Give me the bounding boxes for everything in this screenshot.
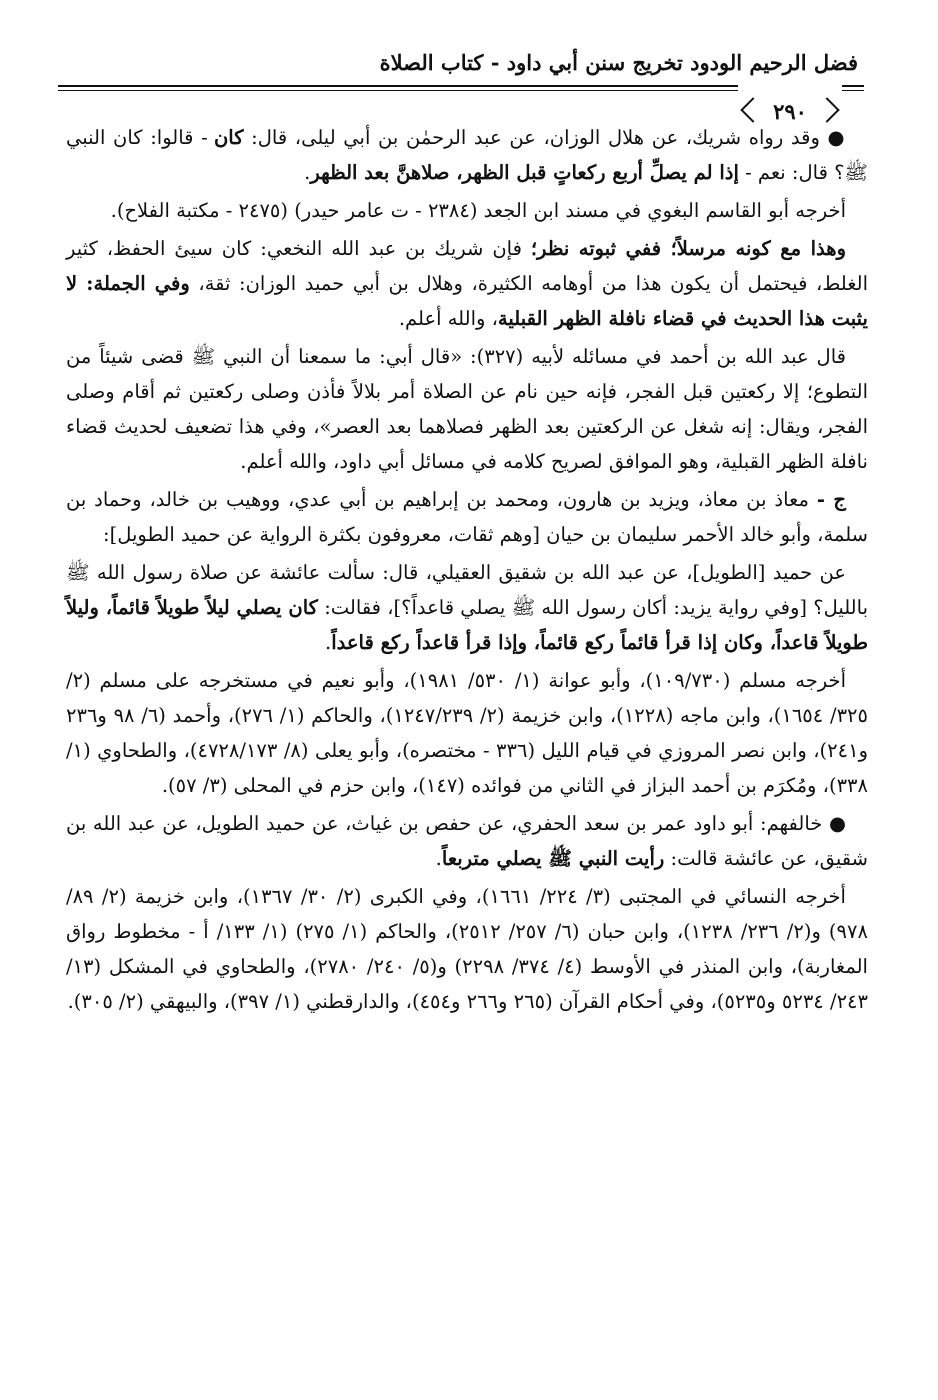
paragraph (66, 806, 868, 876)
bold-text-segment: إذا لم يصلِّ أربع ركعاتٍ قبل الظهر، صلاهنَّ بعد الظهر (310, 161, 739, 184)
text-segment: - قالوا: كان النبي ﷺ؟ قال: نعم - (66, 126, 868, 184)
bold-text-segment: كان يصلي ليلاً طويلاً قائماً، وليلاً طويلاً قاعداً، وكان إذا قرأ قائماً ركع قائماً، وإذا قرأ قاعداً ركع قاعداً (66, 596, 868, 654)
paragraph (66, 555, 868, 660)
page-header (58, 40, 864, 124)
text-segment: عن حميد [الطويل]، عن عبد الله بن شقيق العقيلي، قال: سألت عائشة عن صلاة رسول الله ﷺ بالليل؟ [وفي رواية يزيد: أكان رسول الله ﷺ يصلي قاعداً؟]، فقالت: (66, 561, 868, 619)
bold-text-segment: رأيت النبي ﷺ يصلي متربعاً (441, 847, 665, 870)
paragraph (66, 482, 868, 552)
paragraph (66, 120, 868, 190)
bold-text-segment: وهذا مع كونه مرسلاً؛ ففي ثبوته نظر؛ (530, 237, 846, 260)
paragraph (66, 879, 868, 1019)
text-segment: ● خالفهم: أبو داود عمر بن سعد الحفري، عن حفص بن غياث، عن حميد الطويل، عن عبد الله بن شقيق، عن عائشة قالت: (66, 812, 868, 870)
paragraph (66, 339, 868, 479)
text-segment: ، والله أعلم. (398, 307, 498, 330)
bold-text-segment: ج - (816, 488, 846, 511)
text-segment: أخرجه النسائي في المجتبى (٣/ ٢٢٤/ ١٦٦١)، وفي الكبرى (٢/ ٣٠/ ١٣٦٧)، وابن خزيمة (٢/ ٨٩/ ٩٧٨) و(٢/ ٢٣٦/ ١٢٣٨)، وابن حبان (٦/ ٢٥٧/ ٢٥١٢)، والحاكم (١/ ٢٧٥) (١/ ١٣٣/ أ - مخطوط رواق المغاربة)، وابن المنذر في الأوسط (٤/ ٣٧٤/ ٢٢٩٨) و(٥/ ٢٤٠/ ٢٧٨٠)، والطحاوي في المشكل (١٣/ ٢٤٣/ ٥٢٣٤ و٥٢٣٥)، وفي أحكام القرآن (٢٦٥ و٢٦٦ و٤٥٤)، والدارقطني (١/ ٣٩٧)، والبيهقي (٢/ ٣٠٥). (66, 885, 868, 1013)
text-segment: ● وقد رواه شريك، عن هلال الوزان، عن عبد الرحمٰن بن أبي ليلى، قال: (243, 126, 846, 149)
text-segment: معاذ بن معاذ، ويزيد بن هارون، ومحمد بن إبراهيم بن أبي عدي، ووهيب بن خالد، وحماد بن سلمة، وأبو خالد الأحمر سليمان بن حيان [وهم ثقات، معروفون بكثرة الرواية عن حميد الطويل]: (66, 488, 868, 546)
paragraph (66, 663, 868, 803)
paragraph (66, 231, 868, 336)
paragraph (66, 193, 868, 228)
text-segment: فإن شريك بن عبد الله النخعي: كان سيئ الحفظ، كثير الغلط، فيحتمل أن يكون هذا من أوهامه الكثيرة، وهلال بن أبي حميد الوزان: ثقة، (66, 237, 868, 295)
bold-text-segment: وفي الجملة: لا يثبت هذا الحديث في قضاء نافلة الظهر القبلية (66, 272, 868, 330)
text-segment: أخرجه أبو القاسم البغوي في مسند ابن الجعد (٢٣٨٤ - ت عامر حيدر) (٢٤٧٥ - مكتبة الفلاح). (110, 199, 846, 222)
bold-text-segment: كان (213, 126, 244, 149)
text-segment: . (435, 847, 442, 870)
text-segment: قال عبد الله بن أحمد في مسائله لأبيه (٣٢٧): «قال أبي: ما سمعنا أن النبي ﷺ قضى شيئاً من التطوع؛ إلا ركعتين قبل الفجر، فإنه حين نام عن الصلاة أمر بلالاً فأذن وصلى ركعتين ثم أقام وصلى الفجر، ويقال: إنه شغل عن الركعتين بعد الظهر فصلاهما بعد العصر»، وفي هذا تضعيف لحديث قضاء نافلة الظهر القبلية، وهو الموافق لصريح كلامه في مسائل أبي داود، والله أعلم. (66, 345, 868, 473)
text-segment: . (304, 161, 311, 184)
running-title: فضل الرحيم الودود تخريج سنن أبي داود - كتاب الصلاة (379, 50, 858, 75)
text-segment: . (325, 631, 332, 654)
page-body (66, 120, 868, 1022)
text-segment: أخرجه مسلم (١٠٩/٧٣٠)، وأبو عوانة (١/ ٥٣٠/ ١٩٨١)، وأبو نعيم في مستخرجه على مسلم (٢/ ٣٢٥/ ١٦٥٤)، وابن ماجه (١٢٢٨)، وابن خزيمة (٢/ ١٢٤٧/٢٣٩)، والحاكم (١/ ٢٧٦)، وأحمد (٦/ ٩٨ و٢٣٦ و٢٤١)، وابن نصر المروزي في قيام الليل (٣٣٦ - مختصره)، وأبو يعلى (٨/ ٤٧٢٨/١٧٣)، والطحاوي (١/ ٣٣٨)، ومُكرَم بن أحمد البزاز في الثاني من فوائده (١٤٧)، وابن حزم في المحلى (٣/ ٥٧). (66, 669, 868, 797)
page-number: ٢٩٠ (750, 98, 830, 126)
